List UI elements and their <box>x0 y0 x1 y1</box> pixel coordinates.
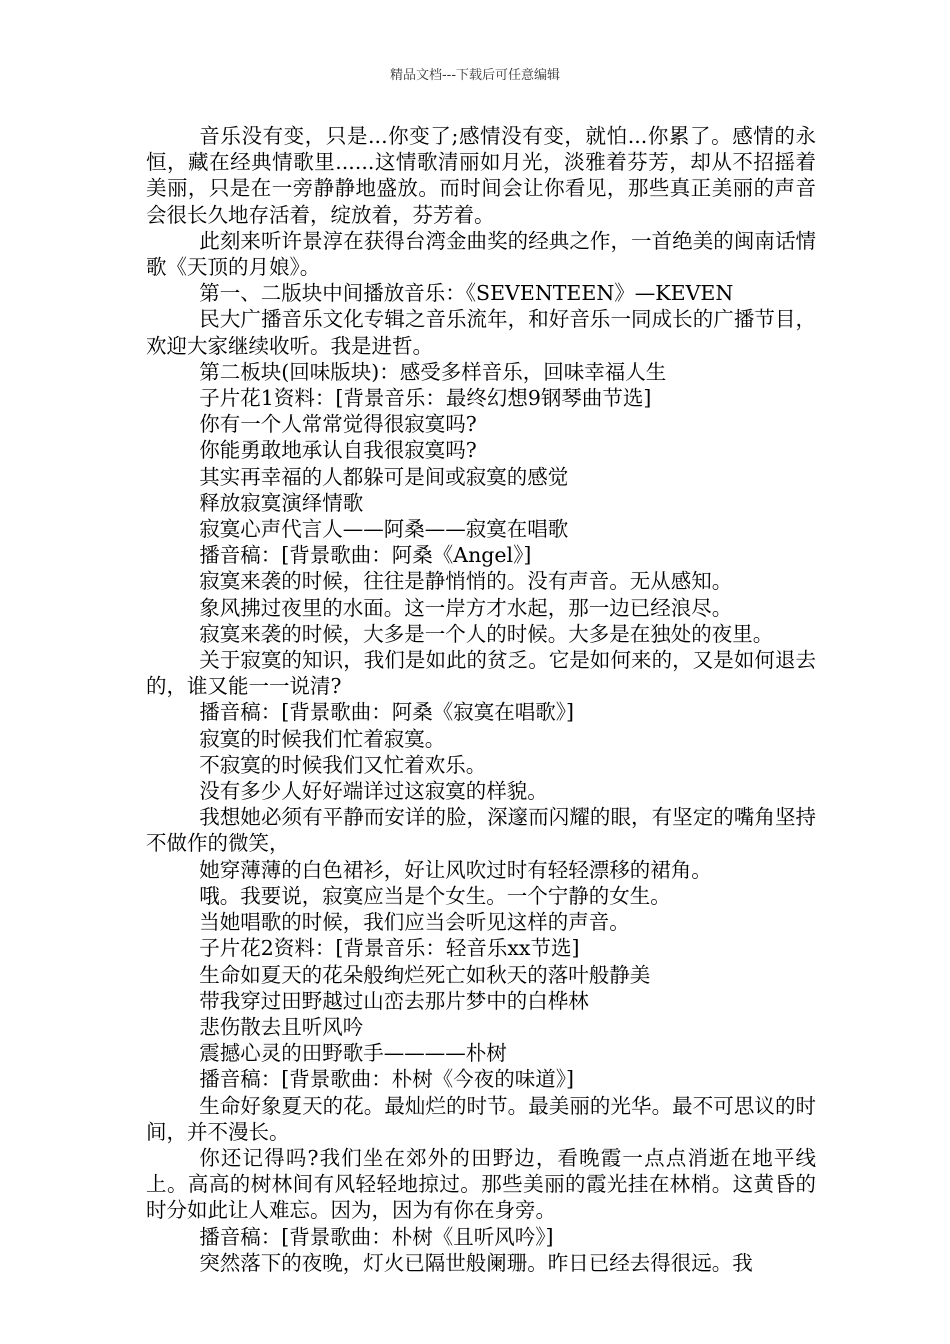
paragraph: 第一、二版块中间播放音乐：《SEVENTEEN》—KEVEN <box>199 281 734 306</box>
paragraph: 民大广播音乐文化专辑之音乐流年，和好音乐一同成长的广播节目，欢迎大家继续收听。我是进哲。 <box>146 307 816 358</box>
paragraph: 没有多少人好好端详过这寂寞的样貌。 <box>199 779 548 804</box>
page-header: 精品文档---下载后可任意编辑 <box>389 68 561 83</box>
paragraph: 象风拂过夜里的水面。这一岸方才水起，那一边已经浪尽。 <box>199 595 733 620</box>
paragraph: 此刻来听许景淳在获得台湾金曲奖的经典之作，一首绝美的闽南话情歌《天顶的月娘》。 <box>146 228 816 280</box>
paragraph: 你能勇敢地承认自我很寂寞吗? <box>199 438 477 463</box>
paragraph: 带我穿过田野越过山峦去那片梦中的白桦林 <box>199 988 589 1013</box>
paragraph: 释放寂寞演绎情歌 <box>199 490 364 515</box>
paragraph: 你还记得吗?我们坐在郊外的田野边，看晚霞一点点消逝在地平线上。高高的树林间有风轻轻地掠过。那些美丽的霞光挂在林梢。这黄昏的时分如此让人难忘。因为，因为有你在身旁。 <box>146 1145 816 1223</box>
paragraph: 寂寞来袭的时候，大多是一个人的时候。大多是在独处的夜里。 <box>199 621 774 646</box>
paragraph: 第二板块(回味版块)：感受多样音乐，回味幸福人生 <box>199 359 667 384</box>
paragraph: 悲伤散去且听风吟 <box>199 1014 364 1039</box>
paragraph: 寂寞的时候我们忙着寂寞。 <box>199 726 446 751</box>
document-body <box>146 123 816 1276</box>
paragraph: 播音稿：[背景歌曲：朴树《今夜的味道》] <box>199 1067 575 1092</box>
paragraph: 播音稿：[背景歌曲：朴树《且听风吟》] <box>199 1224 554 1249</box>
paragraph: 当她唱歌的时候，我们应当会听见这样的声音。 <box>199 910 630 935</box>
paragraph: 播音稿：[背景歌曲：阿桑《Angel》] <box>199 543 532 568</box>
paragraph: 我想她必须有平静而安详的脸，深邃而闪耀的眼，有坚定的嘴角坚持不做作的微笑， <box>146 805 816 856</box>
paragraph: 关于寂寞的知识，我们是如此的贫乏。它是如何来的，又是如何退去的，谁又能一一说清? <box>146 648 816 699</box>
paragraph: 音乐没有变，只是...你变了;感情没有变，就怕...你累了。感情的永恒，藏在经典情歌里......这情歌清丽如月光，淡雅着芬芳，却从不招摇着美丽，只是在一旁静静地盛放。而时间会让你看见，那些真正美丽的声音会很长久地存活着，绽放着，芬芳着。 <box>146 124 816 227</box>
paragraph: 突然落下的夜晚，灯火已隔世般阑珊。昨日已经去得很远。我 <box>199 1250 753 1275</box>
paragraph: 子片花1资料：[背景音乐：最终幻想9钢琴曲节选] <box>199 386 652 411</box>
paragraph: 寂寞来袭的时候，往往是静悄悄的。没有声音。无从感知。 <box>199 569 733 594</box>
paragraph: 其实再幸福的人都躲可是间或寂寞的感觉 <box>199 464 569 489</box>
paragraph: 她穿薄薄的白色裙衫，好让风吹过时有轻轻漂移的裙角。 <box>199 857 712 882</box>
paragraph: 子片花2资料：[背景音乐：轻音乐xx节选] <box>199 936 580 961</box>
paragraph: 生命好象夏天的花。最灿烂的时节。最美丽的光华。最不可思议的时间，并不漫长。 <box>146 1093 816 1144</box>
paragraph: 寂寞心声代言人——阿桑——寂寞在唱歌 <box>199 517 569 542</box>
paragraph: 播音稿：[背景歌曲：阿桑《寂寞在唱歌》] <box>199 700 575 725</box>
paragraph: 不寂寞的时候我们又忙着欢乐。 <box>199 752 487 777</box>
paragraph: 哦。我要说，寂寞应当是个女生。一个宁静的女生。 <box>199 883 671 908</box>
paragraph: 震撼心灵的田野歌手————朴树 <box>199 1041 507 1066</box>
paragraph: 生命如夏天的花朵般绚烂死亡如秋天的落叶般静美 <box>199 962 651 987</box>
paragraph: 你有一个人常常觉得很寂寞吗? <box>199 412 477 437</box>
